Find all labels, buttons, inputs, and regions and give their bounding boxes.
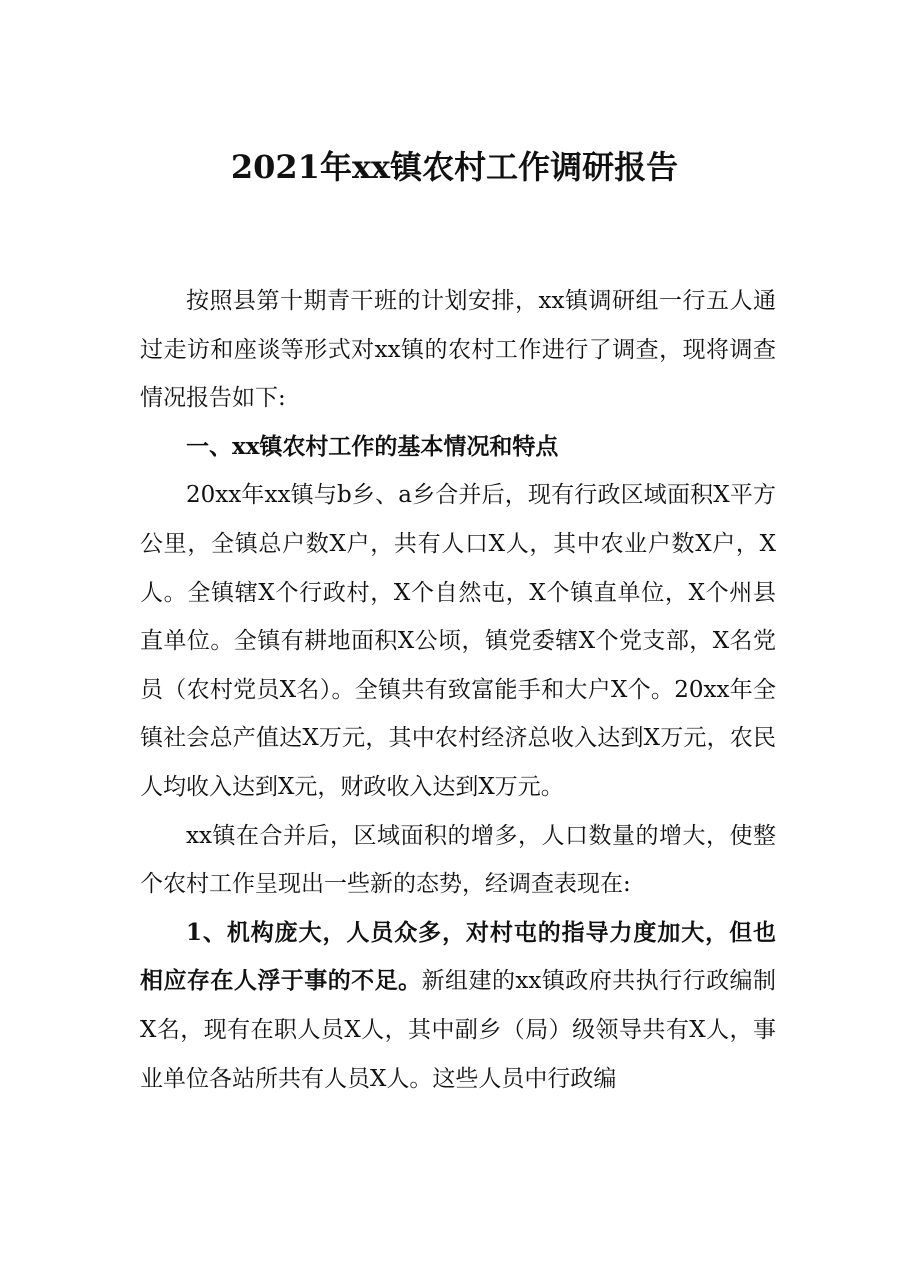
document-title: 2021年xx镇农村工作调研报告 <box>230 148 679 186</box>
trend-paragraph: xx镇在合并后，区域面积的增多，人口数量的增大，使整个农村工作呈现出一些新的态势，经调查表现在: <box>140 822 776 898</box>
section-heading: 一、xx镇农村工作的基本情况和特点 <box>186 432 559 460</box>
intro-paragraph: 按照县第十期青干班的计划安排，xx镇调研组一行五人通过走访和座谈等形式对xx镇的农村工作进行了调查，现将调查情况报告如下: <box>140 288 776 412</box>
point-one-paragraph <box>140 909 776 1103</box>
point-one-lead: 1、机构庞大，人员众多，对村屯的指导力度加大，但也相应存在人浮于事的不足。 <box>140 918 776 995</box>
basic-info-paragraph: 20xx年xx镇与b乡、a乡合并后，现有行政区域面积X平方公里，全镇总户数X户，共有人口X人，其中农业户数X户，X人。全镇辖X个行政村，X个自然屯，X个镇直单位，X个州县直单位。全镇有耕地面积X公顷，镇党委辖X个党支部，X名党员（农村党员X名）。全镇共有致富能手和大户X个。20xx年全镇社会总产值达X万元，其中农村经济总收入达到X万元，农民人均收入达到X元，财政收入达到X万元。 <box>140 482 776 800</box>
document-body <box>140 277 776 1103</box>
point-one-text: 新组建的xx镇政府共执行行政编制X名，现有在职人员X人，其中副乡（局）级领导共有X人，事业单位各站所共有人员X人。这些人员中行政编 <box>140 968 776 1092</box>
